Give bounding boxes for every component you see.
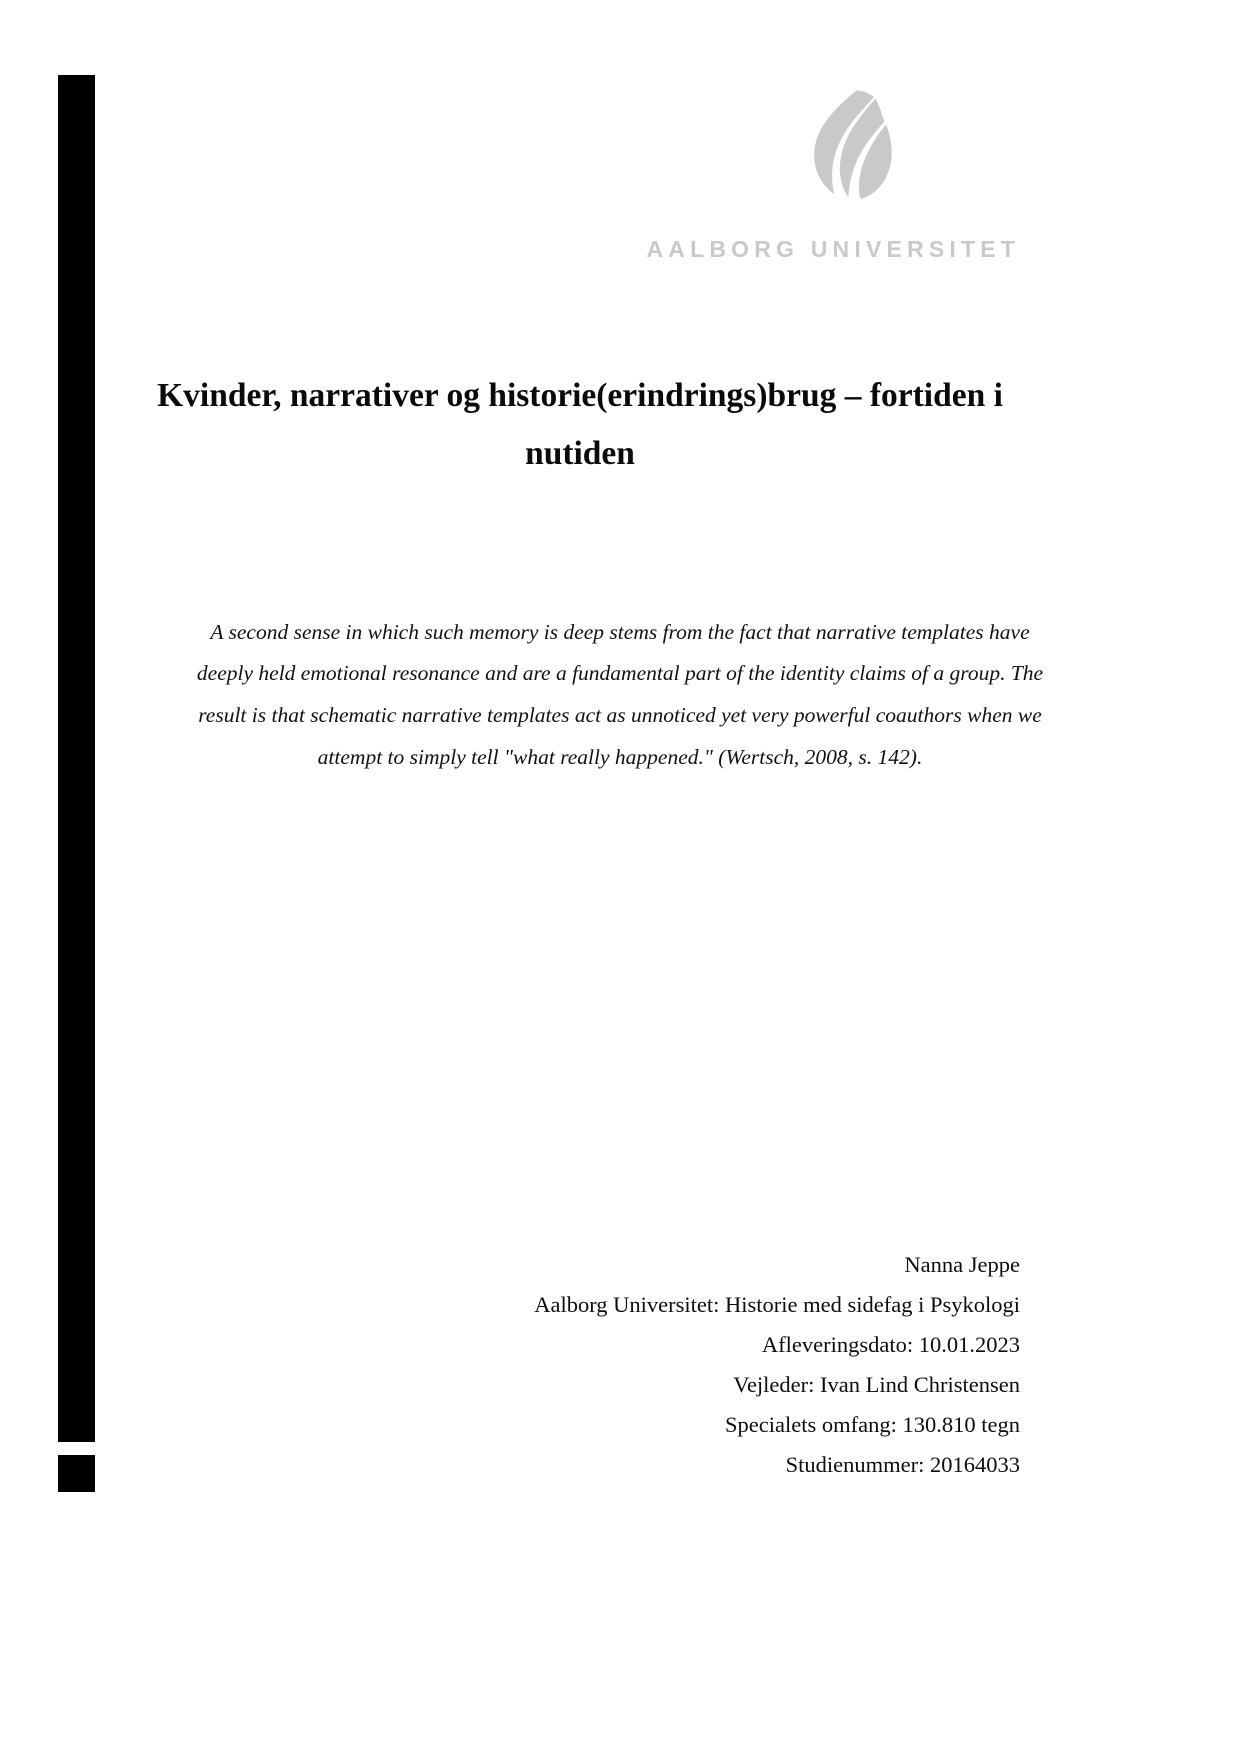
student-number-line: Studienummer: 20164033 [785, 1452, 1020, 1478]
supervisor-line: Vejleder: Ivan Lind Christensen [733, 1372, 1020, 1398]
submission-date-line: Afleveringsdato: 10.01.2023 [761, 1332, 1020, 1358]
epigraph-line-1: A second sense in which such memory is deep stems from the fact that narrative templates [210, 619, 984, 644]
university-logo-block [140, 88, 1020, 263]
author-name: Nanna Jeppe [904, 1252, 1020, 1277]
epigraph-line-2: have deeply held emotional resonance and are a fundamental part of the identity claims of a [196, 619, 1030, 686]
left-margin-black-bar [58, 75, 95, 1442]
colophon-block [140, 1245, 1020, 1485]
aalborg-universitet-flame-logo-icon [780, 88, 898, 210]
left-margin-black-square [58, 1455, 95, 1492]
page-title-line-1: Kvinder, narrativer og historie(erindrings)brug – fortiden [157, 377, 986, 415]
epigraph-line-3: group. The result is that schematic narrative templates act as unnoticed yet very powerful [198, 661, 1044, 728]
thesis-extent-line: Specialets omfang: 130.810 tegn [725, 1412, 1020, 1438]
institution-line: Aalborg Universitet: Historie med sidefag i Psykologi [534, 1292, 1020, 1318]
page-title-line-2: i nutiden [525, 377, 1003, 473]
page-title [140, 367, 1020, 482]
epigraph-line-4: coauthors when we attempt to simply tell "what really happened." (Wertsch, 2008, s. 142). [317, 703, 1042, 770]
university-wordmark: AALBORG UNIVERSITET [646, 236, 1020, 262]
title-page [140, 0, 1044, 1754]
epigraph-quote [192, 612, 1048, 780]
